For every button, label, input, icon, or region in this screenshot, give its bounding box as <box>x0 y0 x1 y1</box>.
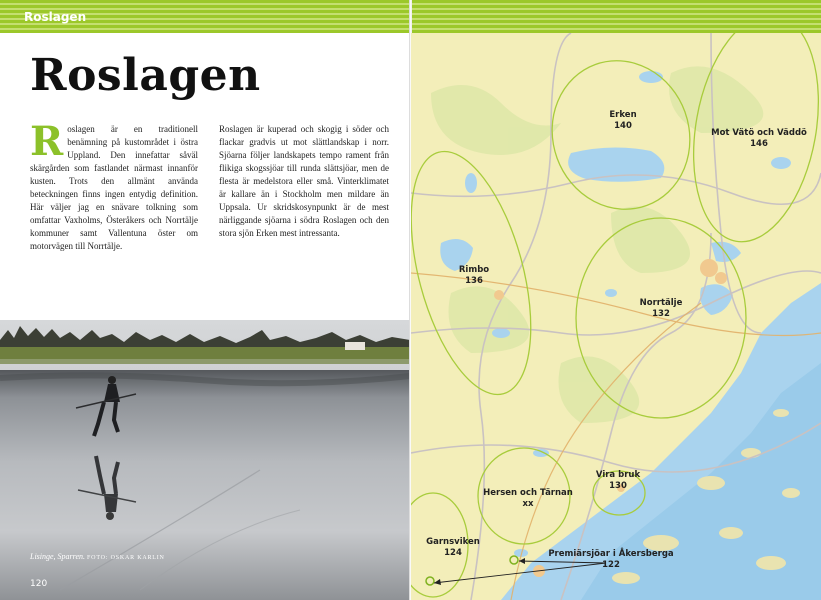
text-column-1 <box>30 118 198 253</box>
caption-text: Lisinge, Sparren. <box>30 552 86 561</box>
map-label-rimbo <box>459 265 489 287</box>
map-label-name: Vira bruk <box>595 470 641 480</box>
map-label-akersberga <box>548 549 673 571</box>
area-map <box>411 33 821 600</box>
map-label-vira-bruk <box>596 470 640 492</box>
map-label-page: 136 <box>465 276 483 286</box>
map-label-name: Rimbo <box>458 265 490 275</box>
map-label-page: 140 <box>614 121 632 131</box>
map-label-garnsviken <box>426 537 480 559</box>
map-label-page: 124 <box>444 548 462 558</box>
map-label-page: 130 <box>609 481 627 491</box>
drop-cap: R <box>30 118 64 165</box>
map-label-page: xx <box>522 499 534 509</box>
photo-caption <box>30 552 165 561</box>
page-number: 120 <box>30 579 48 589</box>
map-label-hersen-tarnan <box>483 488 573 510</box>
map-label-erken <box>609 110 636 132</box>
map-label-name: Norrtälje <box>639 298 683 308</box>
map-label-page: 132 <box>652 309 670 319</box>
paragraph-2: Roslagen är kuperad och skogig i söder och flackar gradvis ut mot slättlandskap i norr. Sjöarna följer landskapets tempo rament från flikiga skogssjöar till runda slättsjöar, men de flesta är medelstora eller små. Vinterklimatet är kallare än i Stockholm men mildare än Uppsala. Ur skridskosynpunkt är de mest närliggande sjöarna i södra Roslagen och den stora sjön Erken mest intressanta. <box>219 124 389 238</box>
header-stripe-right <box>411 0 821 33</box>
photo-credit: FOTO: OSKAR KARLIN <box>87 555 165 561</box>
map-label-name: Premiärsjöar i Åkersberga <box>548 549 674 559</box>
paragraph-1: oslagen är en traditionell benämning på kustområdet i östra Uppland. Den innefattar såväl skärgården som fastlandet närmast innanför kusten. Trots den allmänt använda beteckningen finns ingen entydig definition. Här väljer jag en snävare tolkning som omfattar Vaxholms, Österåkers och Norrtälje kommuner samt Vallentuna öster om motorvägen till Norrtälje. <box>30 124 198 251</box>
map-label-norrtalje <box>640 298 683 320</box>
page-title: Roslagen <box>30 50 261 101</box>
map-label-name: Mot Vätö och Väddö <box>711 128 807 138</box>
map-label-name: Erken <box>609 110 637 120</box>
map-label-page: 146 <box>750 139 768 149</box>
map-label-vato-vaddo <box>711 128 807 150</box>
text-column-2 <box>219 123 389 240</box>
skater-photo <box>0 320 410 600</box>
map-label-name: Hersen och Tärnan <box>483 488 573 498</box>
section-header: Roslagen <box>24 10 87 24</box>
map-label-name: Garnsviken <box>426 537 480 547</box>
map-label-page: 122 <box>602 560 620 570</box>
